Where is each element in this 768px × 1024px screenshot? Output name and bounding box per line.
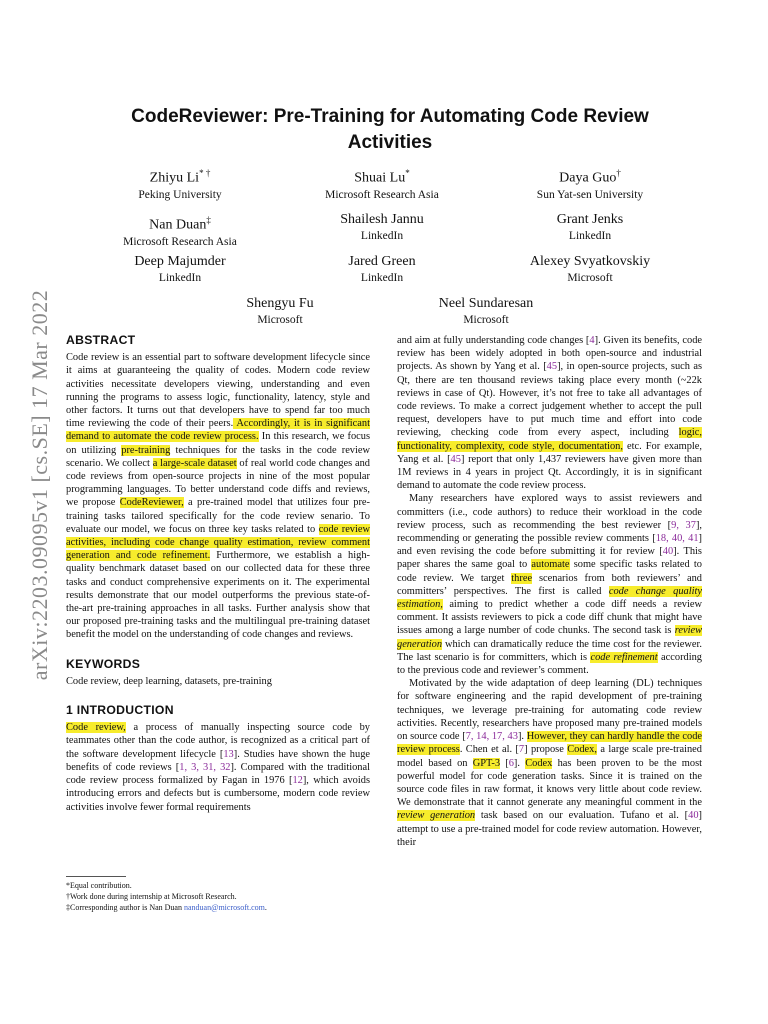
- footnote-rule: [66, 876, 126, 877]
- citation-link[interactable]: 13: [223, 748, 234, 760]
- abstract-text: Code review is an essential part to software development lifecycle since it aims at guaranteeing the quality of codes. Modern code review activities necessitate developers viewing, understanding and even running the programs to assess logic, functionality, latency, style and other factors. It turns out that developers have to spend far too much time reviewing the code of their peers. Accordingly, it is in significant demand to automate the code review process. In this research, we focus on utilizing pre-training techniques for the tasks in the code review scenario. We collect a large-scale dataset of real world code changes and code reviews from open-source projects in nine of the most popular programming languages. To better understand code diffs and reviews, we propose CodeReviewer, a pre-trained model that utilizes four pre-training tasks tailored specifically for the code review senario. To evaluate our model, we focus on three key tasks related to code review activities, including code change quality estimation, review comment generation and code refinement. Furthermore, we establish a high-quality benchmark dataset based on our collected data for these three tasks and conduct comprehensive experiments on it. The experimental results demonstrate that our model outperforms the previous state-of-the-art pre-training approaches in all tasks. Further analysis show that our proposed pre-training tasks and the multilingual pre-training dataset benefit the model on the understanding of code changes and reviews.: [66, 352, 371, 641]
- footnote: *Equal contribution.: [66, 881, 132, 890]
- author-affiliation: Microsoft: [567, 272, 613, 284]
- author-name: Shuai Lu*: [354, 168, 410, 186]
- author-affiliation: Sun Yat-sen University: [536, 188, 644, 201]
- keywords-heading: KEYWORDS: [66, 656, 141, 671]
- footnote: ‡Corresponding author is Nan Duan nanduan@microsoft.com.: [66, 903, 267, 912]
- author-name: Jared Green: [348, 254, 416, 269]
- intro-text: Code review, a process of manually inspecting source code by teammates other than the code author, is recognized as a critical part of the software development lifecycle [13]. Studies have shown the huge benefits of code reviews [1, 3, 31, 32]. Compared with the traditional code review process formalized by Fagan in 1976 [12], which avoids introducing errors and defects but is cumbersome, modern code review activities involve fewer formal requirements: [66, 722, 370, 813]
- author-block: [160, 295, 400, 327]
- author-name: Grant Jenks: [556, 212, 624, 227]
- author-name: Shengyu Fu: [246, 296, 314, 311]
- arxiv-identifier-sidebar: [22, 270, 58, 700]
- author-block: [470, 253, 710, 285]
- author-affiliation: Peking University: [138, 188, 222, 201]
- keywords-text: Code review, deep learning, datasets, pre-training: [66, 675, 272, 687]
- author-block: [470, 211, 710, 243]
- author-affiliation: Microsoft: [257, 314, 303, 326]
- author-affiliation: LinkedIn: [568, 230, 612, 242]
- author-name: Neel Sundaresan: [438, 296, 534, 311]
- citation-link[interactable]: 7: [518, 744, 525, 756]
- author-name: Alexey Svyatkovskiy: [529, 254, 651, 269]
- arxiv-id-text: arXiv:2203.09095v1 [cs.SE] 17 Mar 2022: [27, 289, 52, 681]
- citation-link[interactable]: 4: [589, 335, 595, 346]
- author-name: Zhiyu Li* †: [149, 168, 211, 186]
- email-link[interactable]: nanduan@microsoft.com: [183, 903, 265, 912]
- author-affiliation: LinkedIn: [360, 272, 404, 284]
- author-block: [262, 211, 502, 243]
- author-name: Nan Duan‡: [149, 215, 211, 233]
- citation-link[interactable]: 18, 40, 41: [655, 533, 699, 545]
- paragraph: and aim at fully understanding code changes [4]. Given its benefits, code review has been widely adopted in both open-source and industrial projects. As shown by Yang et al. [45], in open-source projects, such as Qt, there are ten thousand reviews taking place every month (~22k reviews in case of Qt). However, it’s not free to take all advantages of code reviews. To make a correct judgement whether to accept the pull request, developers have to put much time and effort into code reviewing, checking code from every aspect, including logic, functionality, complexity, code style, documentation, etc. For example, Yang et al. [45] report that only 1,437 reviewers have given more than 1M reviews in 4 years in project Qt. Accordingly, it is in significant demand to automate the code review process.: [397, 335, 702, 492]
- citation-link[interactable]: 45: [546, 361, 558, 373]
- abstract-heading: ABSTRACT: [66, 333, 136, 347]
- author-affiliation: LinkedIn: [158, 272, 202, 284]
- author-name: Daya Guo†: [559, 168, 621, 186]
- author-block: [262, 253, 502, 285]
- footnotes: [66, 880, 370, 913]
- author-affiliation: LinkedIn: [360, 230, 404, 242]
- footnote: †Work done during internship at Microsoft Research.: [66, 892, 237, 901]
- introduction-heading: 1 INTRODUCTION: [66, 703, 174, 718]
- citation-link[interactable]: 9, 37: [671, 519, 696, 531]
- citation-link[interactable]: 12: [292, 775, 303, 787]
- citation-link[interactable]: 45: [450, 453, 461, 465]
- author-name: Shailesh Jannu: [340, 212, 424, 227]
- paragraph: Many researchers have explored ways to assist reviewers and committers (i.e., code authors) to reduce their workload in the code review process, such as recommending the best reviewer [9, 37], recommending or generating the possible review comments [18, 40, 41] and even revising the code before submitting it for review [40]. This paper shares the same goal to automate some specific tasks related to code review. We target three scenarios from both reviewers’ and committers’ perspectives. The first is called code change quality estimation, aiming to predict whether a code diff needs a review comment. It assists reviewers to pick a code diff chunk that might have issues among a large number of code chunks. The second task is review generation which can dramatically reduce the time cost for the reviewer. The last scenario is for committers, which is code refinement according to the previous code and reviewer’s comment.: [397, 493, 703, 677]
- paper-title: CodeReviewer: Pre-Training for Automating Code Review Activities: [131, 106, 649, 153]
- citation-link[interactable]: 7, 14, 17, 43: [465, 731, 518, 743]
- author-block: [470, 164, 710, 202]
- citation-link[interactable]: 1, 3, 31, 32: [179, 761, 231, 773]
- author-affiliation: Microsoft Research Asia: [325, 188, 439, 201]
- left-column: [66, 334, 370, 814]
- author-affiliation: Microsoft Research Asia: [123, 235, 237, 248]
- citation-link[interactable]: 40: [688, 810, 699, 822]
- author-block: [366, 295, 606, 327]
- citation-link[interactable]: 40: [662, 546, 674, 558]
- citation-link[interactable]: 6: [508, 757, 514, 769]
- author-block: [262, 164, 502, 202]
- author-name: Deep Majumder: [134, 254, 226, 269]
- author-affiliation: Microsoft: [463, 314, 509, 326]
- right-column: [397, 334, 702, 849]
- paragraph: Motivated by the wide adaptation of deep learning (DL) techniques for software engineering and the rapid development of pre-training techniques, we leverage pre-training for automating code review activities. Recently, researchers have proposed many pre-trained models on source code [7, 14, 17, 43]. However, they can hardly handle the code review process. Chen et al. [7] propose Codex, a large scale pre-trained model based on GPT-3 [6]. Codex has been proven to be the most powerful model for code generation tasks. Since it is trained on the source code files in raw format, it knows very little about code review. We demonstrate that it cannot generate any meaningful comment in the review generation task based on our evaluation. Tufano et al. [40] attempt to use a pre-trained model for code review automation. However, their: [397, 678, 703, 848]
